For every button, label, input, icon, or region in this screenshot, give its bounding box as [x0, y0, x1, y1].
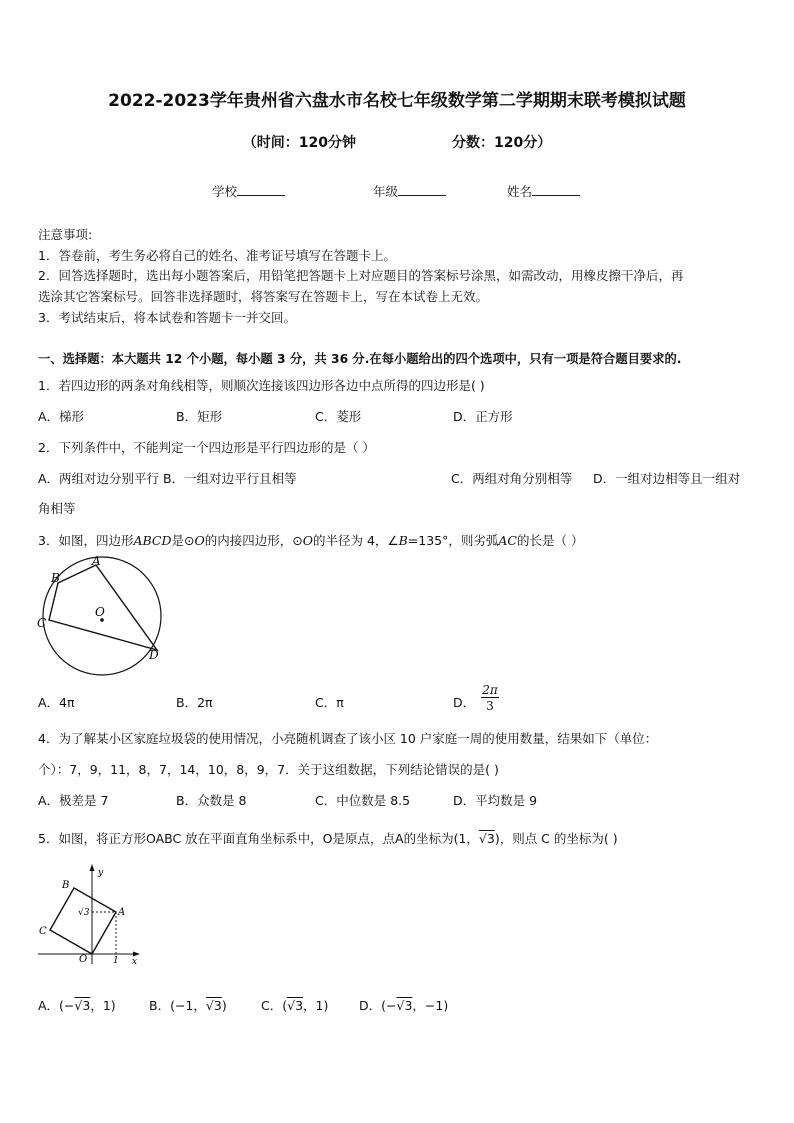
question-1-stem: 1．若四边形的两条对角线相等，则顺次连接该四边形各边中点所得的四边形是( ) — [38, 378, 485, 393]
page-title: 2022-2023学年贵州省六盘水市名校七年级数学第二学期期末联考模拟试题 — [108, 91, 686, 111]
sqrt-symbol: √3 — [478, 831, 495, 846]
note-item: 1．答卷前，考生务必将自己的姓名、准考证号填写在答题卡上。 — [38, 248, 396, 263]
question-5-option-d: D．(−√3，−1) — [359, 998, 449, 1013]
question-4-stem: 4．为了解某小区家庭垃圾袋的使用情况，小亮随机调查了该小区 10 户家庭一周的使用数量，结果如下（单位： — [38, 731, 658, 746]
label-b: B — [62, 880, 70, 891]
fraction-numerator: 2π — [482, 683, 498, 697]
question-1-option-a: A．梯形 — [38, 409, 85, 424]
question-4-option-b: B．众数是 8 — [176, 793, 247, 808]
question-3-option-a: A．4π — [38, 695, 75, 710]
question-2-option-ab: A．两组对边分别平行 B．一组对边平行且相等 — [38, 471, 297, 486]
name-blank — [532, 183, 580, 196]
note-item: 选涂其它答案标号。回答非选择题时，将答案写在答题卡上，写在本试卷上无效。 — [38, 289, 489, 304]
label-one: 1 — [113, 956, 119, 966]
question-1-option-d: D．正方形 — [453, 409, 513, 424]
question-2-stem: 2．下列条件中，不能判定一个四边形是平行四边形的是（ ） — [38, 440, 375, 455]
exam-meta — [0, 132, 794, 152]
label-a: A — [92, 554, 101, 568]
notes-heading: 注意事项: — [38, 227, 93, 242]
label-b: B — [51, 571, 60, 585]
label-sqrt3: √3 — [78, 908, 90, 918]
question-2-option-c: C．两组对角分别相等 — [451, 471, 573, 486]
question-5-option-c: C．(√3，1) — [261, 998, 329, 1013]
question-4-option-d: D．平均数是 9 — [453, 793, 538, 808]
exam-score: 分数：120分） — [452, 135, 552, 151]
question-4-stem-line2: 个）：7，9，11，8，7，14，10，8，9，7．关于这组数据，下列结论错误的是( ) — [38, 762, 499, 777]
name-field: 姓名 — [507, 182, 580, 200]
note-item: 3．考试结束后，将本试卷和答题卡一并交回。 — [38, 310, 296, 325]
school-field: 学校 — [212, 182, 285, 200]
exam-time: （时间：120分钟 — [242, 135, 356, 151]
label-c: C — [37, 616, 47, 630]
school-blank — [237, 183, 285, 196]
label-y: y — [98, 868, 104, 878]
square-oabc — [50, 888, 116, 954]
label-d: D — [149, 648, 159, 662]
section-heading: 一、选择题：本大题共 12 个小题，每小题 3 分，共 36 分.在每小题给出的四个选项中，只有一项是符合题目要求的. — [38, 352, 682, 366]
question-5-option-a: A．(−√3，1) — [38, 998, 116, 1013]
label-c: C — [39, 926, 47, 937]
question-5-figure — [30, 860, 145, 970]
grade-blank — [398, 183, 446, 196]
label-x: x — [132, 957, 138, 967]
question-3-stem: 3．如图，四边形ABCD是⊙O的内接四边形，⊙O的半径为 4，∠B=135°，则劣弧AC的长是（ ） — [38, 533, 584, 548]
question-3-option-c: C．π — [315, 695, 344, 710]
question-5-stem: 5．如图，将正方形OABC 放在平面直角坐标系中，O是原点，点A的坐标为(1，√3)，则点 C 的坐标为( ) — [38, 831, 618, 846]
question-3-option-d: D． — [453, 695, 476, 710]
question-5-option-b: B．(−1，√3) — [149, 998, 227, 1013]
question-2-continuation: 角相等 — [38, 501, 76, 516]
question-4-option-c: C．中位数是 8.5 — [315, 793, 411, 808]
question-1-option-b: B．矩形 — [176, 409, 223, 424]
question-3-option-d-fraction — [481, 683, 499, 714]
question-1-option-c: C．菱形 — [315, 409, 362, 424]
question-2-option-d: D．一组对边相等且一组对 — [593, 471, 741, 486]
grade-field: 年级 — [373, 182, 446, 200]
question-3-option-b: B．2π — [176, 695, 213, 710]
label-a: A — [118, 907, 126, 918]
label-o: O — [95, 605, 105, 619]
question-3-figure — [30, 553, 170, 681]
question-4-option-a: A．极差是 7 — [38, 793, 109, 808]
label-o: O — [79, 954, 88, 965]
fraction-denominator: 3 — [486, 699, 494, 713]
note-item: 2．回答选择题时，选出每小题答案后，用铅笔把答题卡上对应题目的答案标号涂黑，如需改动，用橡皮擦干净后，再 — [38, 268, 684, 283]
